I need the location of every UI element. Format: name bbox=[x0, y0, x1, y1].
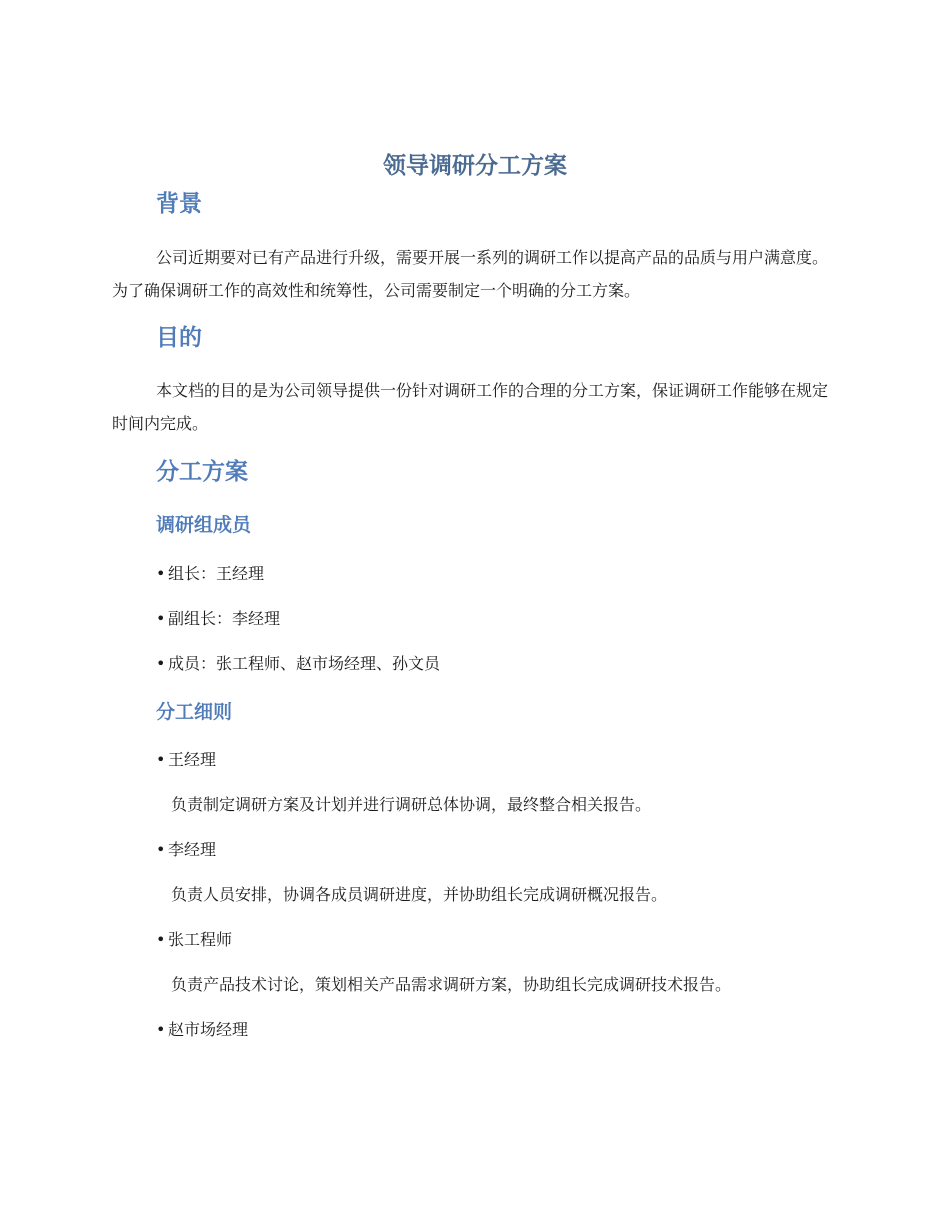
list-item-text: 赵市场经理 bbox=[168, 1020, 249, 1039]
heading-plan: 分工方案 bbox=[156, 459, 248, 485]
heading-members: 调研组成员 bbox=[156, 514, 252, 536]
bullet-icon: • bbox=[156, 564, 166, 583]
duty-zhang: 负责产品技术讨论，策划相关产品需求调研方案，协助组长完成调研技术报告。 bbox=[171, 975, 732, 994]
list-item-leader bbox=[156, 566, 264, 582]
list-item-members bbox=[156, 656, 440, 672]
list-item-text: 张工程师 bbox=[168, 930, 233, 949]
heading-details: 分工细则 bbox=[156, 701, 233, 723]
bullet-icon: • bbox=[156, 609, 166, 628]
list-item-wang bbox=[156, 752, 216, 768]
list-item-text: 王经理 bbox=[168, 750, 217, 769]
bullet-icon: • bbox=[156, 930, 166, 949]
paragraph-background: 公司近期要对已有产品进行升级，需要开展一系列的调研工作以提高产品的品质与用户满意度。为了确保调研工作的高效性和统筹性，公司需要制定一个明确的分工方案。 bbox=[112, 248, 829, 300]
document-title: 领导调研分工方案 bbox=[383, 153, 567, 179]
list-item-text: 成员：张工程师、赵市场经理、孙文员 bbox=[168, 654, 441, 673]
bullet-icon: • bbox=[156, 1020, 166, 1039]
list-item-zhang bbox=[156, 932, 232, 948]
paragraph-purpose: 本文档的目的是为公司领导提供一份针对调研工作的合理的分工方案，保证调研工作能够在规定时间内完成。 bbox=[112, 381, 829, 433]
list-item-text: 李经理 bbox=[168, 840, 217, 859]
duty-li: 负责人员安排，协调各成员调研进度，并协助组长完成调研概况报告。 bbox=[171, 885, 668, 904]
bullet-icon: • bbox=[156, 750, 166, 769]
duty-wang: 负责制定调研方案及计划并进行调研总体协调，最终整合相关报告。 bbox=[171, 795, 652, 814]
bullet-icon: • bbox=[156, 654, 166, 673]
list-item-zhao bbox=[156, 1022, 248, 1038]
list-item-deputy-leader bbox=[156, 611, 280, 627]
list-item-text: 副组长：李经理 bbox=[168, 609, 281, 628]
list-item-text: 组长：王经理 bbox=[168, 564, 265, 583]
list-item-li bbox=[156, 842, 216, 858]
bullet-icon: • bbox=[156, 840, 166, 859]
heading-purpose: 目的 bbox=[156, 325, 202, 351]
heading-background: 背景 bbox=[156, 191, 202, 217]
